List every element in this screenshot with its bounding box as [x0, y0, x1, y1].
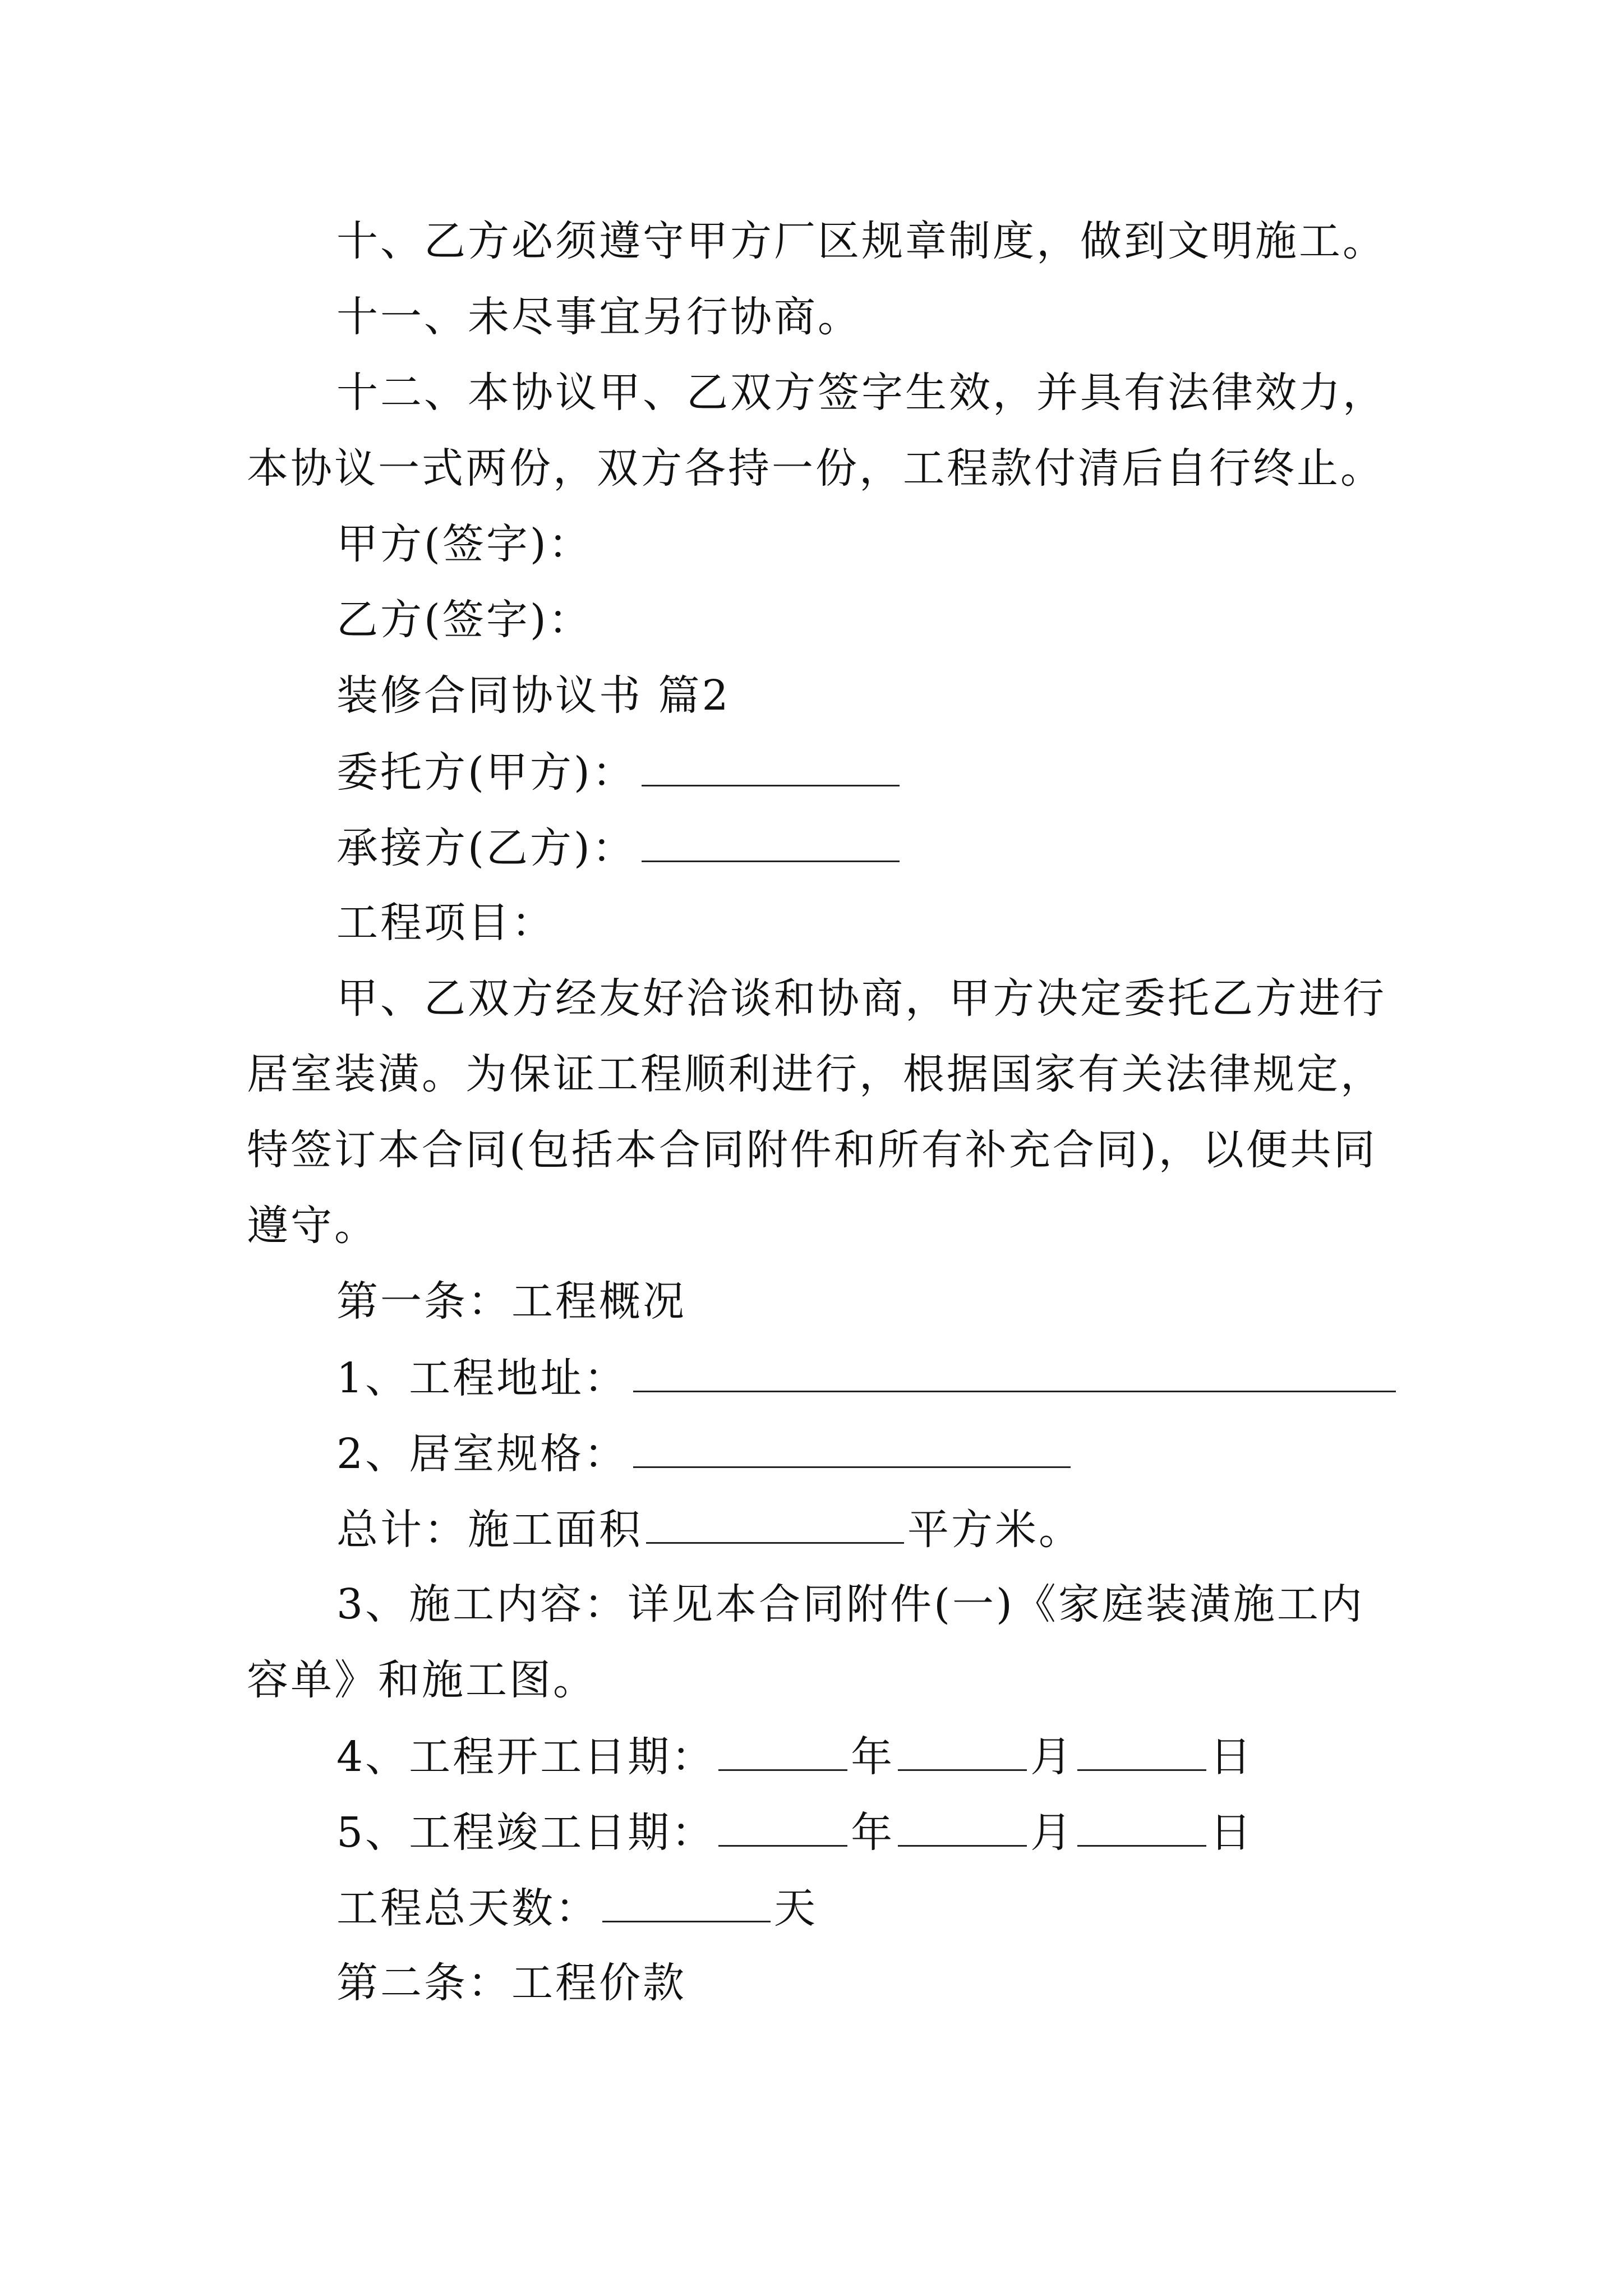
area-suffix: 平方米。: [907, 1506, 1082, 1554]
end-day-unit: 日: [1210, 1809, 1254, 1857]
contractor-blank: [642, 819, 900, 862]
client-label: 委托方(甲方)：: [336, 748, 636, 797]
intro-line-1: 甲、乙双方经友好洽谈和协商，甲方决定委托乙方进行: [336, 974, 1386, 1023]
end-year-unit: 年: [851, 1809, 895, 1857]
intro-line-2: 居室装潢。为保证工程顺利进行，根据国家有关法律规定，: [247, 1050, 1384, 1098]
content-line-2: 容单》和施工图。: [247, 1656, 597, 1704]
address-line: [336, 1349, 1396, 1406]
spec-line: [336, 1425, 1071, 1482]
total-days-unit: 天: [774, 1884, 818, 1932]
clause-12-line-1: 十二、本协议甲、乙双方签字生效，并具有法律效力，: [336, 369, 1386, 417]
end-month-unit: 月: [1030, 1809, 1075, 1857]
address-blank: [633, 1349, 1396, 1392]
contractor-line: [336, 819, 900, 876]
end-month-blank: [898, 1803, 1027, 1847]
clause-12-line-2: 本协议一式两份，双方各持一份，工程款付清后自行终止。: [247, 444, 1384, 493]
article-2-heading: 第二条：工程价款: [336, 1959, 686, 2007]
party-b-signature: 乙方(签字)：: [336, 596, 592, 644]
contractor-label: 承接方(乙方)：: [336, 824, 636, 872]
area-blank: [646, 1501, 904, 1544]
start-day-blank: [1077, 1728, 1206, 1771]
start-month-unit: 月: [1030, 1733, 1075, 1781]
total-days-blank: [602, 1879, 771, 1922]
section-title: 装修合同协议书 篇2: [336, 671, 731, 720]
end-date-label: 5、工程竣工日期：: [336, 1809, 716, 1857]
intro-line-3: 特签订本合同(包括本合同附件和所有补充合同)，以便共同: [247, 1126, 1377, 1174]
clause-11: 十一、未尽事宜另行协商。: [336, 293, 861, 341]
spec-blank: [633, 1425, 1071, 1468]
total-days-line: [336, 1879, 818, 1936]
party-a-signature: 甲方(签字)：: [336, 520, 592, 568]
spec-label: 2、居室规格：: [336, 1430, 628, 1478]
client-blank: [642, 743, 900, 786]
start-date-label: 4、工程开工日期：: [336, 1733, 716, 1781]
total-days-label: 工程总天数：: [336, 1884, 599, 1932]
start-year-unit: 年: [851, 1733, 895, 1781]
intro-line-4: 遵守。: [247, 1202, 378, 1250]
start-day-unit: 日: [1210, 1733, 1254, 1781]
content-line-1: 3、施工内容：详见本合同附件(一)《家庭装潢施工内: [336, 1580, 1364, 1628]
start-month-blank: [898, 1728, 1027, 1771]
end-day-blank: [1077, 1803, 1206, 1847]
address-label: 1、工程地址：: [336, 1354, 628, 1402]
area-line: [336, 1501, 1082, 1558]
start-date-line: [336, 1728, 1253, 1785]
end-year-blank: [718, 1803, 847, 1847]
project-label: 工程项目：: [336, 899, 555, 947]
client-line: [336, 743, 900, 800]
end-date-line: [336, 1803, 1253, 1861]
article-1-heading: 第一条：工程概况: [336, 1277, 686, 1326]
clause-10: 十、乙方必须遵守甲方厂区规章制度，做到文明施工。: [336, 217, 1386, 265]
start-year-blank: [718, 1728, 847, 1771]
area-prefix: 总计：施工面积: [336, 1506, 643, 1554]
